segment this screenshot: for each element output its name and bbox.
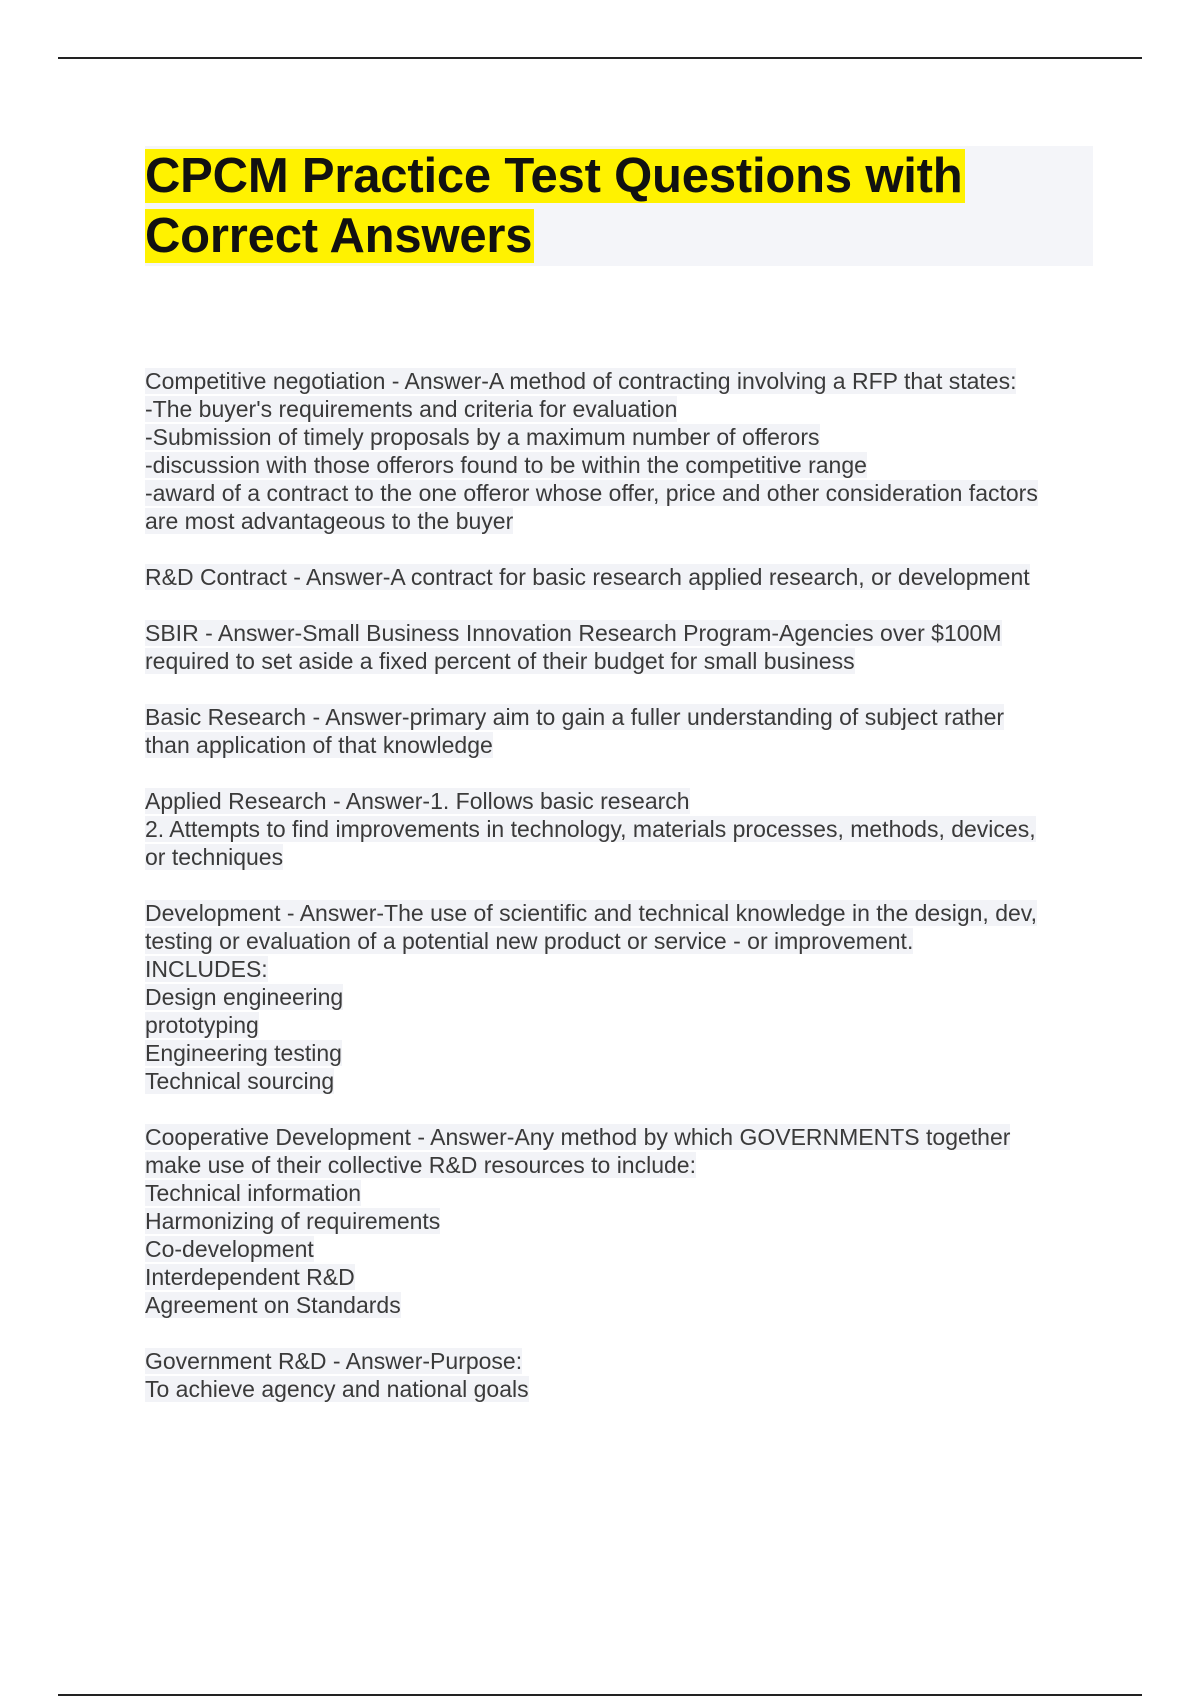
entry-line: Cooperative Development - Answer-Any method by which GOVERNMENTS together [145, 1124, 1011, 1150]
entry-line: -award of a contract to the one offeror whose offer, price and other consideration factors [145, 480, 1038, 506]
title-line-2: Correct Answers [145, 209, 533, 263]
entry-line: Basic Research - Answer-primary aim to gain a fuller understanding of subject rather [145, 704, 1005, 730]
qa-entry-government-rd [145, 1347, 1095, 1403]
qa-list [145, 367, 1095, 1431]
entry-line: Co-development [145, 1236, 314, 1262]
entry-line: Engineering testing [145, 1040, 342, 1066]
entry-line: To achieve agency and national goals [145, 1376, 529, 1402]
entry-line: prototyping [145, 1012, 259, 1038]
qa-entry-development [145, 899, 1095, 1095]
entry-line: make use of their collective R&D resources to include: [145, 1152, 696, 1178]
entry-line: R&D Contract - Answer-A contract for basic research applied research, or development [145, 564, 1030, 590]
entry-line: 2. Attempts to find improvements in technology, materials processes, methods, devices, [145, 816, 1036, 842]
entry-line: Competitive negotiation - Answer-A method of contracting involving a RFP that states: [145, 368, 1017, 394]
entry-line: required to set aside a fixed percent of their budget for small business [145, 648, 855, 674]
entry-line: SBIR - Answer-Small Business Innovation Research Program-Agencies over $100M [145, 620, 1002, 646]
entry-line: Technical information [145, 1180, 362, 1206]
entry-line: Applied Research - Answer-1. Follows basic research [145, 788, 690, 814]
header-rule [58, 57, 1142, 59]
entry-line: Government R&D - Answer-Purpose: [145, 1348, 523, 1374]
title-line-1: CPCM Practice Test Questions with [145, 149, 963, 203]
entry-line: INCLUDES: [145, 956, 268, 982]
entry-line: than application of that knowledge [145, 732, 493, 758]
entry-line: Technical sourcing [145, 1068, 335, 1094]
footer-rule [58, 1694, 1142, 1696]
entry-line: -discussion with those offerors found to be within the competitive range [145, 452, 867, 478]
entry-line: Interdependent R&D [145, 1264, 355, 1290]
document-title [145, 146, 1093, 266]
entry-line: Harmonizing of requirements [145, 1208, 441, 1234]
qa-entry-rd-contract [145, 563, 1095, 591]
entry-line: -The buyer's requirements and criteria for evaluation [145, 396, 678, 422]
entry-line: Design engineering [145, 984, 344, 1010]
entry-line: or techniques [145, 844, 284, 870]
qa-entry-cooperative-development [145, 1123, 1095, 1319]
entry-line: Development - Answer-The use of scientific and technical knowledge in the design, dev, [145, 900, 1037, 926]
qa-entry-competitive-negotiation [145, 367, 1095, 535]
entry-line: Agreement on Standards [145, 1292, 401, 1318]
title-block [145, 146, 1093, 266]
qa-entry-basic-research [145, 703, 1095, 759]
entry-line: -Submission of timely proposals by a maximum number of offerors [145, 424, 820, 450]
qa-entry-sbir [145, 619, 1095, 675]
entry-line: are most advantageous to the buyer [145, 508, 514, 534]
entry-line: testing or evaluation of a potential new product or service - or improvement. [145, 928, 914, 954]
qa-entry-applied-research [145, 787, 1095, 871]
